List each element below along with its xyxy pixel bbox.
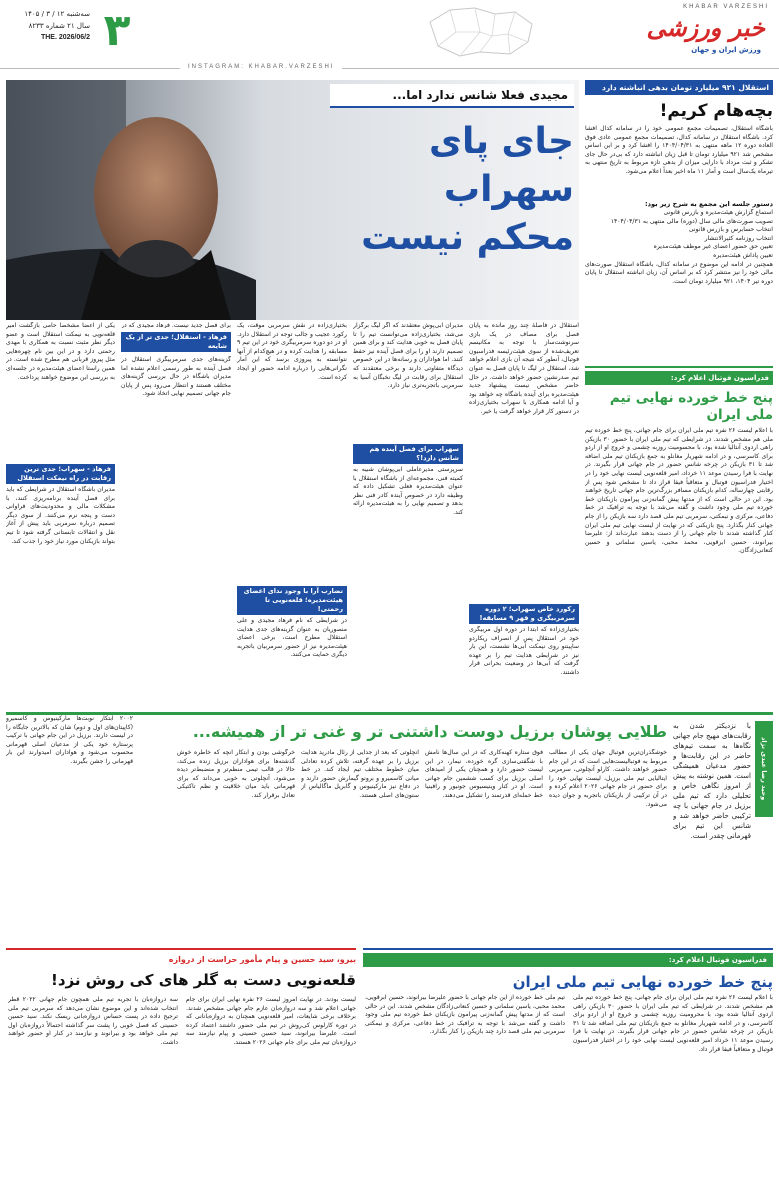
article-kicker: فدراسیون فوتبال اعلام کرد: [585, 371, 773, 385]
brazil-feature [6, 712, 773, 944]
feature-title-line-2: محکم نیست [361, 217, 574, 258]
agenda-item: انتخاب روزنامه کثیرالانتشار [704, 234, 773, 242]
instagram-strip [0, 62, 779, 76]
article-col-2: تیم ملی خط خورده از این جام جهانی با حضور علیرضا بیرانوند، حسین ابرقویی، محمد محبی، یاسین سلمانی و حسین کنعانی‌زادگان مشخص شدند. این در حالی است که از مدتها پیش گمانه‌زنی پیرامون بازیکنان خط خورده تیم ملی وجود داشت و گفته می‌شد با توجه به ترافیک در خط دفاعی، مرکزی و نیمکتی سرمربی تیم ملی قصد دارد چند بازیکن را کنار بگذارد. [365, 994, 565, 1036]
kicker-article-esteghlal [585, 80, 773, 362]
agenda-item: استماع گزارش هیئت‌مدیره و بازرس قانونی [663, 209, 773, 216]
article-title: پنج خط خورده نهایی تیم ملی ایران [609, 390, 773, 423]
feature-col-text: مدیران باشگاه استقلال در شرایطی که باید برای فصل آینده برنامه‌ریزی کنند، با مشکلات مالی و محدودیت‌های فراوانی دست و پنجه نرم می‌کنند. از سوی دیگر تصمیم درباره سرمربی باید پیش از آغاز نقل و انتقالات تابستانی گرفته شود تا تیم بتواند بازیکنان مورد نیاز خود را جذب کند. [6, 486, 115, 545]
page-number: ۳ [103, 5, 131, 56]
brand-logo: خبر ورزشی [646, 14, 765, 42]
agenda-item: انتخاب حسابرس و بازرس قانونی [688, 226, 773, 234]
article-title: بچه‌هام کریم! [659, 101, 773, 121]
feature-subhead: سهراب برای فصل آینده هم شانس دارد!؟ [353, 444, 463, 464]
agenda-title: دستور جلسه این مجمع به شرح زیر بود: [645, 200, 773, 208]
feature-col-5 [6, 322, 115, 708]
date-block [6, 8, 90, 44]
iran-map-icon [420, 2, 540, 60]
feature-col-text: برای فصل جدید نیست. فرهاد مجیدی که در [121, 322, 231, 328]
brazil-intro: با نزدیکتر شدن به رقابت‌های مهیج جام جهانی نگاه‌ها به سمت تیم‌های حاضر در این رقابت‌ها و حضور مدعیان همیشگی است. همین نوشته به پیش از امروز نگاهی خاص و تحلیلی دارد که تیم ملی برزیل در جام جهانی با چه ترکیبی حاضر خواهد شد و شانس این تیم برای قهرمانی چقدر است. [673, 722, 751, 840]
author-tag: وحید رضا عبدی تژاد [755, 721, 773, 817]
bottom-five-cut-article [363, 948, 773, 1196]
agenda-item: تصویب صورت‌های مالی سال (دوره) مالی منتهی به ۱۴۰۴/۰۴/۳۱ [610, 217, 773, 225]
brazil-title: طلایی پوشان برزیل دوست داشتنی تر و غنی تر از همیشه... [192, 722, 667, 741]
feature-col-text: سرپرستی مدیرعاملی آبی‌پوشان شبیه به کمیته فنی، مجموعه‌ای از باشگاه استقلال با عنوان هیئت‌مدیره فعلی تشکیل داده که وظیفه دارد در خصوص آینده کادر فنی نظر بدهد و تصمیم نهایی را به هیئت‌مدیره ارائه کند. [353, 466, 463, 516]
article-col-2: سه دروازه‌بان با تجربه تیم ملی همچون جام جهانی ۲۰۲۲ قطر انتخاب شده‌اند و این موضوع نشان می‌دهد که سرمربی تیم ملی ترجیح داده در پست حساس دروازه‌بانی ریسک نکند. سید حسین حسینی که فصل خوبی را پشت سر گذاشته احتمالاً دروازه‌بان اول تیم ملی خواهد بود و بیرانوند و نیازمند در کنار او حضور خواهند داشت. [8, 996, 178, 1046]
feature-col-2 [353, 322, 463, 708]
date-fa: سه‌شنبه ۱۲ / ۳ / ۱۴۰۵ [24, 10, 90, 18]
feature-col-text: مدیران آبی‌پوش معتقدند که اگر لیگ برگزار می‌شد، بختیاری‌زاده می‌توانست تیم را تا پایان فصل به خوبی هدایت کند و برای همین تصمیم دارند او را برای فصل آینده نیز حفظ کنند. اما هواداران و رسانه‌ها در این خصوص دیدگاه متفاوتی دارند و برخی معتقدند که استقلال برای رقابت در لیگ نخبگان آسیا به سرمربی باتجربه‌تری نیاز دارد. [353, 322, 463, 390]
instagram-handle[interactable]: INSTAGRAM: KHABAR.VARZESHI [180, 64, 342, 70]
feature-subhead: فرهاد - سهراب؛ جدی ترین رقابت در راه نیمکت استقلال [6, 464, 115, 484]
brazil-col-2: فوق ستاره کهنه‌کاری که در این سال‌ها نامش با شگفتی‌سازی گره خورده، نیمار، در این لیست حضور دارد و همچنان یکی از امیدهای اصلی برزیل برای کسب ششمین جام جهانی است. او در کنار وینیسیوس جونیور و رافینیا خط حمله‌ای قدرتمند را تشکیل می‌دهند. [425, 749, 543, 799]
feature-col-text: در شرایطی که نام فرهاد مجیدی و علی منصوریان به عنوان گزینه‌های جدی هدایت استقلال مطرح است، برخی اعضای هیئت‌مدیره نیز از حضور سرمربیان باتجربه دیگری حمایت می‌کنند. [237, 617, 347, 659]
article-title: قلعه‌نویی دست به گلر های کی روش نزد! [51, 971, 356, 989]
feature-subhead: رکورد خاص سهراب؛ ۲ دوره سرمربیگری و قهر ۹ مسابقه! [469, 604, 579, 624]
article-title: پنج خط خورده نهایی تیم ملی ایران [512, 973, 773, 991]
feature-subhead: تضارب آرا با وجود ندای اعضای هیئت‌مدیره؛ قلعه‌نویی تا رحمتی! [237, 586, 347, 615]
article-kicker: فدراسیون فوتبال اعلام کرد: [363, 953, 773, 967]
feature-col-4 [121, 322, 231, 708]
article-col-1: با اعلام لیست ۲۶ نفره تیم ملی ایران برای جام جهانی، پنج خط خورده تیم ملی هم مشخص شدند. در شرایطی که تیم ملی ایران با حضور ۳۰ بازیکن راهی اردوی آنتالیا شده بود، با محرومیت روزبه چشمی و خروج او از اردو برای کاسرسی، و در ادامه شهریار مغانلو به جمع بازیکنان تیم ملی اضافه شد تا ۳۱ بازیکن در چرخه شانس حضور در جام جهانی قرار بگیرند. در نهایت با فرا رسیدن موعد ۱۱ خرداد امیر قلعه‌نویی لیست نهایی خود را در اختیار فدراسیون فوتبال و متعاقباً فیفا قرار داد. [573, 994, 773, 1053]
brazil-col-4: خرگوشی بودن و ابتکار آنچه که خاطره خوش گذشته‌ها برای هواداران برزیل زنده می‌کند، حالا در قالب تیمی منظم‌تر و منضبط‌تر دیده می‌شود. آنچلوتی به خوبی می‌داند که برای قهرمانی باید میان خلاقیت و نظم تاکتیکی تعادل برقرار کند. [177, 749, 295, 799]
brazil-col-5: ۲۰۰۲ ابتکار نوبت‌ها مارکینیوس و کاسمیرو (کاپیتان‌های اول و دوم) شان که بالاترین جایگاه را در لیست دارند. برزیل در این جام جهانی با ترکیب پرستاره خود یکی از مدعیان اصلی قهرمانی محسوب می‌شود و هواداران امیدوارند این بار قهرمانی را جشن بگیرند. [6, 715, 133, 765]
feature-col-text: استقلال در فاصلۀ چند روز مانده به پایان فصل برای مصاف در یک بازی سرنوشت‌ساز با توجه به مکانیسم تعریف‌شده از سوی هیئت‌رئیسه فدراسیون فوتبال، آنطور که نتیجه آن بازی اعلام خواهد شد، استقلال در لیگ تا پایان فصل به عنوان تیم صدرنشین حضور خواهد داشت. در حال حاضر مشخص نیست پیشنهاد جدید هیئت‌مدیره برای آینده باشگاه چه خواهد بود و آیا ادامه همکاری با سهراب بختیاری‌زاده در دستور کار قرار خواهد گرفت یا خیر. [469, 322, 579, 415]
masthead [0, 0, 779, 62]
issue-fa: سال ۲۱ شماره ۸۲۳۳ [28, 22, 90, 30]
brand-block [631, 4, 771, 60]
article-col-1: لیست بودند. در نهایت امروز لیست ۲۶ نفره نهایی ایران برای جام جهانی اعلام شد و سه دروازه‌بان عازم جام جهانی مشخص شدند. برخلاف برخی شایعات، امیر قلعه‌نویی همچنان به دروازه‌بانانی که در دوره کارلوس کی‌روش در تیم ملی حضور داشتند اعتماد کرده است. علیرضا بیرانوند، سید حسین حسینی و پیام نیازمند سه دروازه‌بان تیم ملی برای جام جهانی ۲۰۲۶ هستند. [186, 996, 356, 1046]
article-body: با اعلام لیست ۲۶ نفره تیم ملی ایران برای جام جهانی، پنج خط خورده تیم ملی هم مشخص شدند. در شرایطی که تیم ملی ایران با حضور ۳۰ بازیکن راهی اردوی آنتالیا شده بود، با محسومیت روزبه چشمی و خروج او از اردو برای کاسرسی، و در ادامه شهریار مغانلو به جمع بازیکنان تیم ملی اضافه شد تا ۳۱ بازیکن در چرخه شانس حضور در جام جهانی قرار بگیرند. در نهایت با فرا رسیدن موعد ۱۱ خرداد، امیر قلعه‌نویی لیست نهایی خود را در اختیار فدراسیون فوتبال و متعاقباً فیفا قرار داد تا مشخص شود پس از رقابتی چهارساله، کدام بازیکنان مسافر بزرگ‌ترین جام جهانی تاریخ خواهند بود. این در حالی است که از مدتها پیش گمانه‌زنی پیرامون بازیکنان خط خورده تیم ملی وجود داشت و گفته می‌شد با توجه به ترافیک در خط دفاعی، مرکزی و نیمکتی، سرمربی تیم ملی قصد دارد سه بازیکن را از جام جهانی کنار بگذارد. پنج بازیکنی که در نهایت از لیست نهایی تیم ملی ایران کنار گذاشته شدند تا جام جهانی را از دست بدهند عبارت‌اند از: علیرضا بیرانوند، حسین ابرقویی، محمد محبی، یاسین سلمانی و حسین کنعانی‌زادگان. [585, 427, 773, 555]
five-cut-article [585, 366, 773, 706]
agenda-item: تعیین حق حضور اعضای غیر موظف هیئت‌مدیره [653, 243, 773, 251]
feature-col-text: یکی از اعضا مشخصاً حامی بازگشت امیر قلعه‌نویی به نیمکت استقلال است و عضو دیگر نظر مثبت نسبت به همکاری با مهدی رحمتی دارد و در این بین نام چهره‌هایی مثل پیروز قربانی هم مطرح شده است. در همین راستا اعضای هیئت‌مدیره در جلسه‌ای به بررسی این موضوع خواهند پرداخت. [6, 322, 115, 381]
feature-subhead: فرهاد - استقلال؛ جدی تر از یک شایعه [121, 332, 231, 352]
brand-latin: KHABAR VARZESHI [683, 4, 769, 10]
goalkeepers-article [6, 948, 356, 1196]
feature-col-3 [237, 322, 347, 708]
feature-col-text: گزینه‌های جدی سرمربیگری استقلال در فصل آینده به طور رسمی اعلام نشده اما مدیران باشگاه در حال بررسی گزینه‌های مختلف هستند و انتظار می‌رود پس از پایان جام جهانی تصمیم نهایی اتخاذ شود. [121, 356, 231, 398]
brand-tagline: ورزش ایران و جهان [691, 46, 761, 54]
feature-headline [300, 118, 574, 262]
agenda-item: تعیین پاداش هیئت‌مدیره [713, 251, 773, 259]
date-latin: THE. 2026/06/2 [40, 34, 90, 41]
feature-col-text: بختیاری‌زاده که ابتدا در دوره اول مربیگری خود در استقلال پس از انصراف ریکاردو ساپینتو روی نیمکت آبی‌ها نشست، این بار نیز در شرایطی هدایت تیم را بر عهده گرفت که آبی‌ها در وضعیت بحرانی قرار داشتند. [469, 626, 579, 676]
brazil-col-1: خوشگذران‌ترین فوتبال جهان یکی از مطالب مربوط به فوتبالیست‌هایی است که در این جام حضور خواهند داشت. کارلو آنچلوتی، سرمربی ایتالیایی تیم ملی برزیل، لیست نهایی خود را برای حضور در جام جهانی ۲۰۲۶ اعلام کرده و در آن ترکیبی از بازیکنان باتجربه و جوان دیده می‌شود. [549, 749, 667, 808]
feature-title-line-1: جای پای سهراب [428, 121, 574, 210]
article-body-2: همچنین در ادامه این موضوع در سامانه کدال، باشگاه استقلال صورت‌های مالی خود را نیز منتشر کرد که بر اساس آن، زیان انباشته استقلال تا پایان دوره تیر ۱۴۰۴، ۹۲۱ میلیارد تومان است. [585, 260, 773, 285]
feature-columns [6, 322, 579, 708]
brazil-col-3: آنچلوتی که بعد از جدایی از رئال مادرید هدایت برزیل را بر عهده گرفته، تلاش کرده تعادلی میان خطوط مختلف تیم ایجاد کند. در خط میانی کاسمیرو و برونو گیمارش حضور دارند و در دفاع نیز مارکینیوس و گابریل ماگالیاس از ستون‌های اصلی هستند. [301, 749, 419, 799]
feature-col-text: بختیاری‌زاده در نقش سرمربی موقت، یک رکورد عجیب و جالب توجه در استقلال دارد. او در دو دوره سرمربیگری خود در این تیم ۹ مسابقه را هدایت کرده و در هیچ‌کدام از آنها نتوانسته به پیروزی برسد که این آمار نگرانی‌هایی را درباره ادامه حضور او ایجاد کرده است. [237, 322, 347, 381]
feature-col-1 [469, 322, 579, 708]
feature-kicker-box [330, 84, 574, 108]
article-kicker: استقلال ۹۲۱ میلیارد تومان بدهی انباشته دارد [585, 80, 773, 95]
article-body: باشگاه استقلال، تصمیمات مجمع عمومی خود را در سامانه کدال افشا کرد. باشگاه استقلال در سامانه کدال، تصمیمات مجمع عمومی عادی فوق العاده دوره ۱۲ ماهه منتهی به ۱۴۰۴/۰۴/۳۱ را افشا کرد و بر این اساس مشخص شد ۹۲۱ میلیارد تومان تا قبل زیان انباشته دارد که بی‌در حال جای تشکر و ثبت مرداد با دارایی میزان از بدهی تازه مربوط به تاریخ منتهی به تیرماه یک‌سال است و آمار ۱۱ ماه اخیر بعداً اعلام می‌شود. [585, 125, 773, 175]
article-kicker: بیرو، سید حسین و پیام مأمور حراست از دروازه [168, 955, 356, 964]
feature-kicker: مجیدی فعلا شانس ندارد اما... [392, 88, 568, 102]
